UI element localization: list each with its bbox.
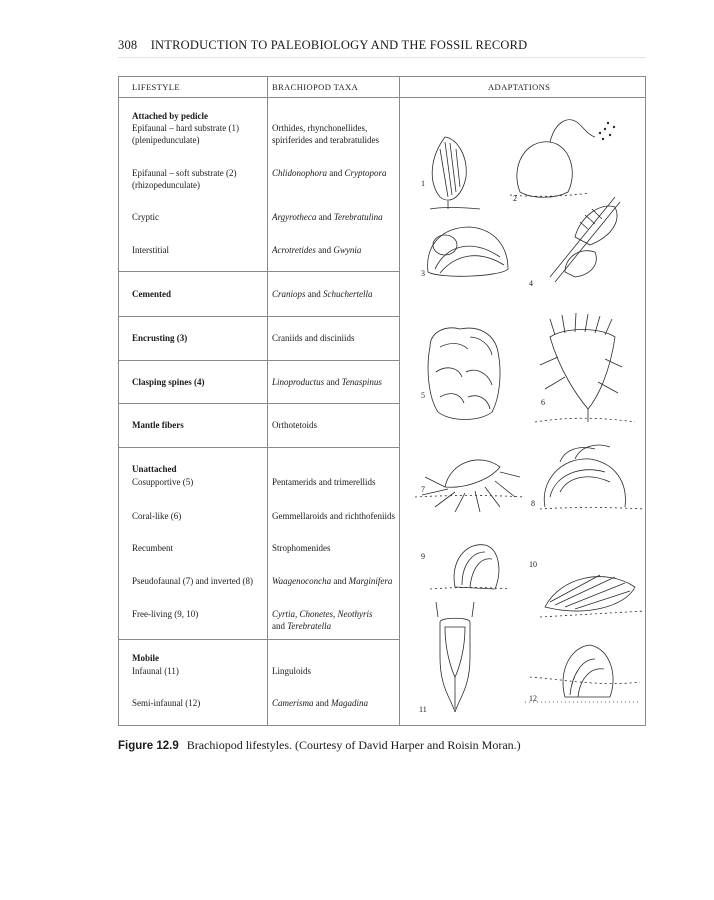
conjunction: and <box>329 168 343 178</box>
taxon-name: Marginifera <box>348 576 393 586</box>
figure-number: 5 <box>421 391 425 400</box>
figure-caption <box>118 738 521 753</box>
taxon-name: Terebratella <box>287 620 332 631</box>
drawing-5 <box>428 328 500 420</box>
taxon-name: Acrotretides <box>272 245 316 255</box>
taxon-name: Schuchertella <box>323 289 373 299</box>
figure-number: 10 <box>529 560 537 569</box>
page-number: 308 <box>118 38 138 52</box>
taxa-cell: Orthides, rhynchonellides, spiriferides and terabratulides <box>272 123 379 145</box>
taxon-name: Gwynia <box>333 245 362 255</box>
drawing-10 <box>540 575 645 617</box>
section-divider <box>119 447 399 448</box>
section-heading-attached: Attached by pedicle <box>132 111 208 121</box>
figure-number: 4 <box>529 279 533 288</box>
figure-number: 7 <box>421 485 425 494</box>
taxon-name: Chlidonophora <box>272 168 328 178</box>
lifestyle-cemented: Cemented <box>132 289 171 299</box>
figure-number: 9 <box>421 552 425 561</box>
conjunction: and <box>318 245 332 255</box>
conjunction: and <box>272 620 285 631</box>
drawing-4 <box>550 197 620 282</box>
section-divider <box>119 316 399 317</box>
drawing-12 <box>525 645 640 702</box>
lifestyle-cell: Cryptic <box>132 212 159 222</box>
lifestyle-cell: Epifaunal – soft substrate (2) (rhizopedunculate) <box>132 168 237 190</box>
taxon-name: Craniops <box>272 289 306 299</box>
taxa-cell <box>272 377 396 389</box>
lifestyle-cell: Infaunal (11) <box>132 666 179 676</box>
section-divider <box>119 360 399 361</box>
caption-text: Brachiopod lifestyles. (Courtesy of David Harper and Roisin Moran.) <box>186 738 521 752</box>
section-heading-mobile: Mobile <box>132 653 159 663</box>
section-heading-unattached: Unattached <box>132 464 177 474</box>
figure-number: 11 <box>419 705 427 714</box>
drawing-1 <box>430 137 480 209</box>
taxa-cell <box>272 698 396 710</box>
figure-number: 2 <box>513 194 517 203</box>
drawing-9 <box>430 545 510 589</box>
taxa-cell <box>272 212 396 224</box>
taxon-name: Linoproductus <box>272 377 325 387</box>
taxa-cell <box>272 245 396 257</box>
section-divider <box>119 271 399 272</box>
lifestyle-cell: Interstitial <box>132 245 169 255</box>
drawing-11 <box>436 602 474 712</box>
lifestyle-table <box>118 76 646 726</box>
taxa-cell: Orthotetoids <box>272 420 317 430</box>
figure-number: 8 <box>531 499 535 508</box>
lifestyle-cell: Free-living (9, 10) <box>132 609 199 619</box>
lifestyle-encrusting: Encrusting (3) <box>132 333 188 343</box>
taxa-cell <box>272 289 396 301</box>
taxa-cell: Linguloids <box>272 666 312 676</box>
drawing-2 <box>510 120 615 197</box>
section-divider <box>119 639 399 640</box>
conjunction: and <box>333 576 347 586</box>
brachiopod-drawings <box>400 97 647 727</box>
drawing-3 <box>428 227 508 276</box>
figure-number: 3 <box>421 269 425 278</box>
header-lifestyle: LIFESTYLE <box>132 82 180 92</box>
lifestyle-cell: Coral-like (6) <box>132 511 182 521</box>
lifestyle-cell: Cosupportive (5) <box>132 477 194 487</box>
taxon-name: Camerisma <box>272 698 314 708</box>
header-taxa: BRACHIOPOD TAXA <box>272 82 359 92</box>
conjunction: and <box>315 698 329 708</box>
column-divider-1 <box>267 77 268 725</box>
taxon-name: Cyrtia, Chonetes, Neothyris <box>272 609 373 619</box>
taxon-name: Waagenoconcha <box>272 576 332 586</box>
lifestyle-mantle: Mantle fibers <box>132 420 184 430</box>
lifestyle-clasping: Clasping spines (4) <box>132 377 205 387</box>
taxa-cell: Craniids and disciniids <box>272 333 355 343</box>
taxon-name: Tenaspinus <box>341 377 382 387</box>
figure-number: 12 <box>529 694 537 703</box>
taxa-cell <box>272 576 396 588</box>
lifestyle-cell: Recumbent <box>132 543 173 553</box>
lifestyle-cell: Epifaunal – hard substrate (1) (plenipedunculate) <box>132 123 239 145</box>
section-divider <box>119 403 399 404</box>
drawing-6 <box>535 313 635 422</box>
conjunction: and <box>307 289 321 299</box>
lifestyle-cell: Semi-infaunal (12) <box>132 698 201 708</box>
taxa-cell <box>272 609 396 632</box>
conjunction: and <box>318 212 332 222</box>
taxa-cell: Strophomenides <box>272 543 331 553</box>
running-head <box>118 38 527 53</box>
taxa-cell: Gemmellaroids and richthofeniids <box>272 511 395 521</box>
adaptations-illustrations <box>400 97 647 727</box>
book-title: INTRODUCTION TO PALEOBIOLOGY AND THE FOSSIL RECORD <box>150 38 528 52</box>
taxon-name: Cryptopora <box>344 168 387 178</box>
header-rule <box>118 57 646 58</box>
figure-label: Figure 12.9 <box>118 740 179 752</box>
drawing-8 <box>540 445 645 509</box>
taxon-name: Terebratulina <box>333 212 383 222</box>
header-adaptations: ADAPTATIONS <box>488 82 551 92</box>
lifestyle-cell: Pseudofaunal (7) and inverted (8) <box>132 576 253 586</box>
table-header-row <box>119 77 645 98</box>
figure-number: 6 <box>541 398 545 407</box>
taxa-cell: Pentamerids and trimerellids <box>272 477 376 487</box>
taxon-name: Magadina <box>331 698 369 708</box>
conjunction: and <box>326 377 340 387</box>
taxa-cell <box>272 168 396 180</box>
drawing-7 <box>415 460 525 512</box>
figure-number: 1 <box>421 179 425 188</box>
taxon-name: Argyrotheca <box>272 212 317 222</box>
